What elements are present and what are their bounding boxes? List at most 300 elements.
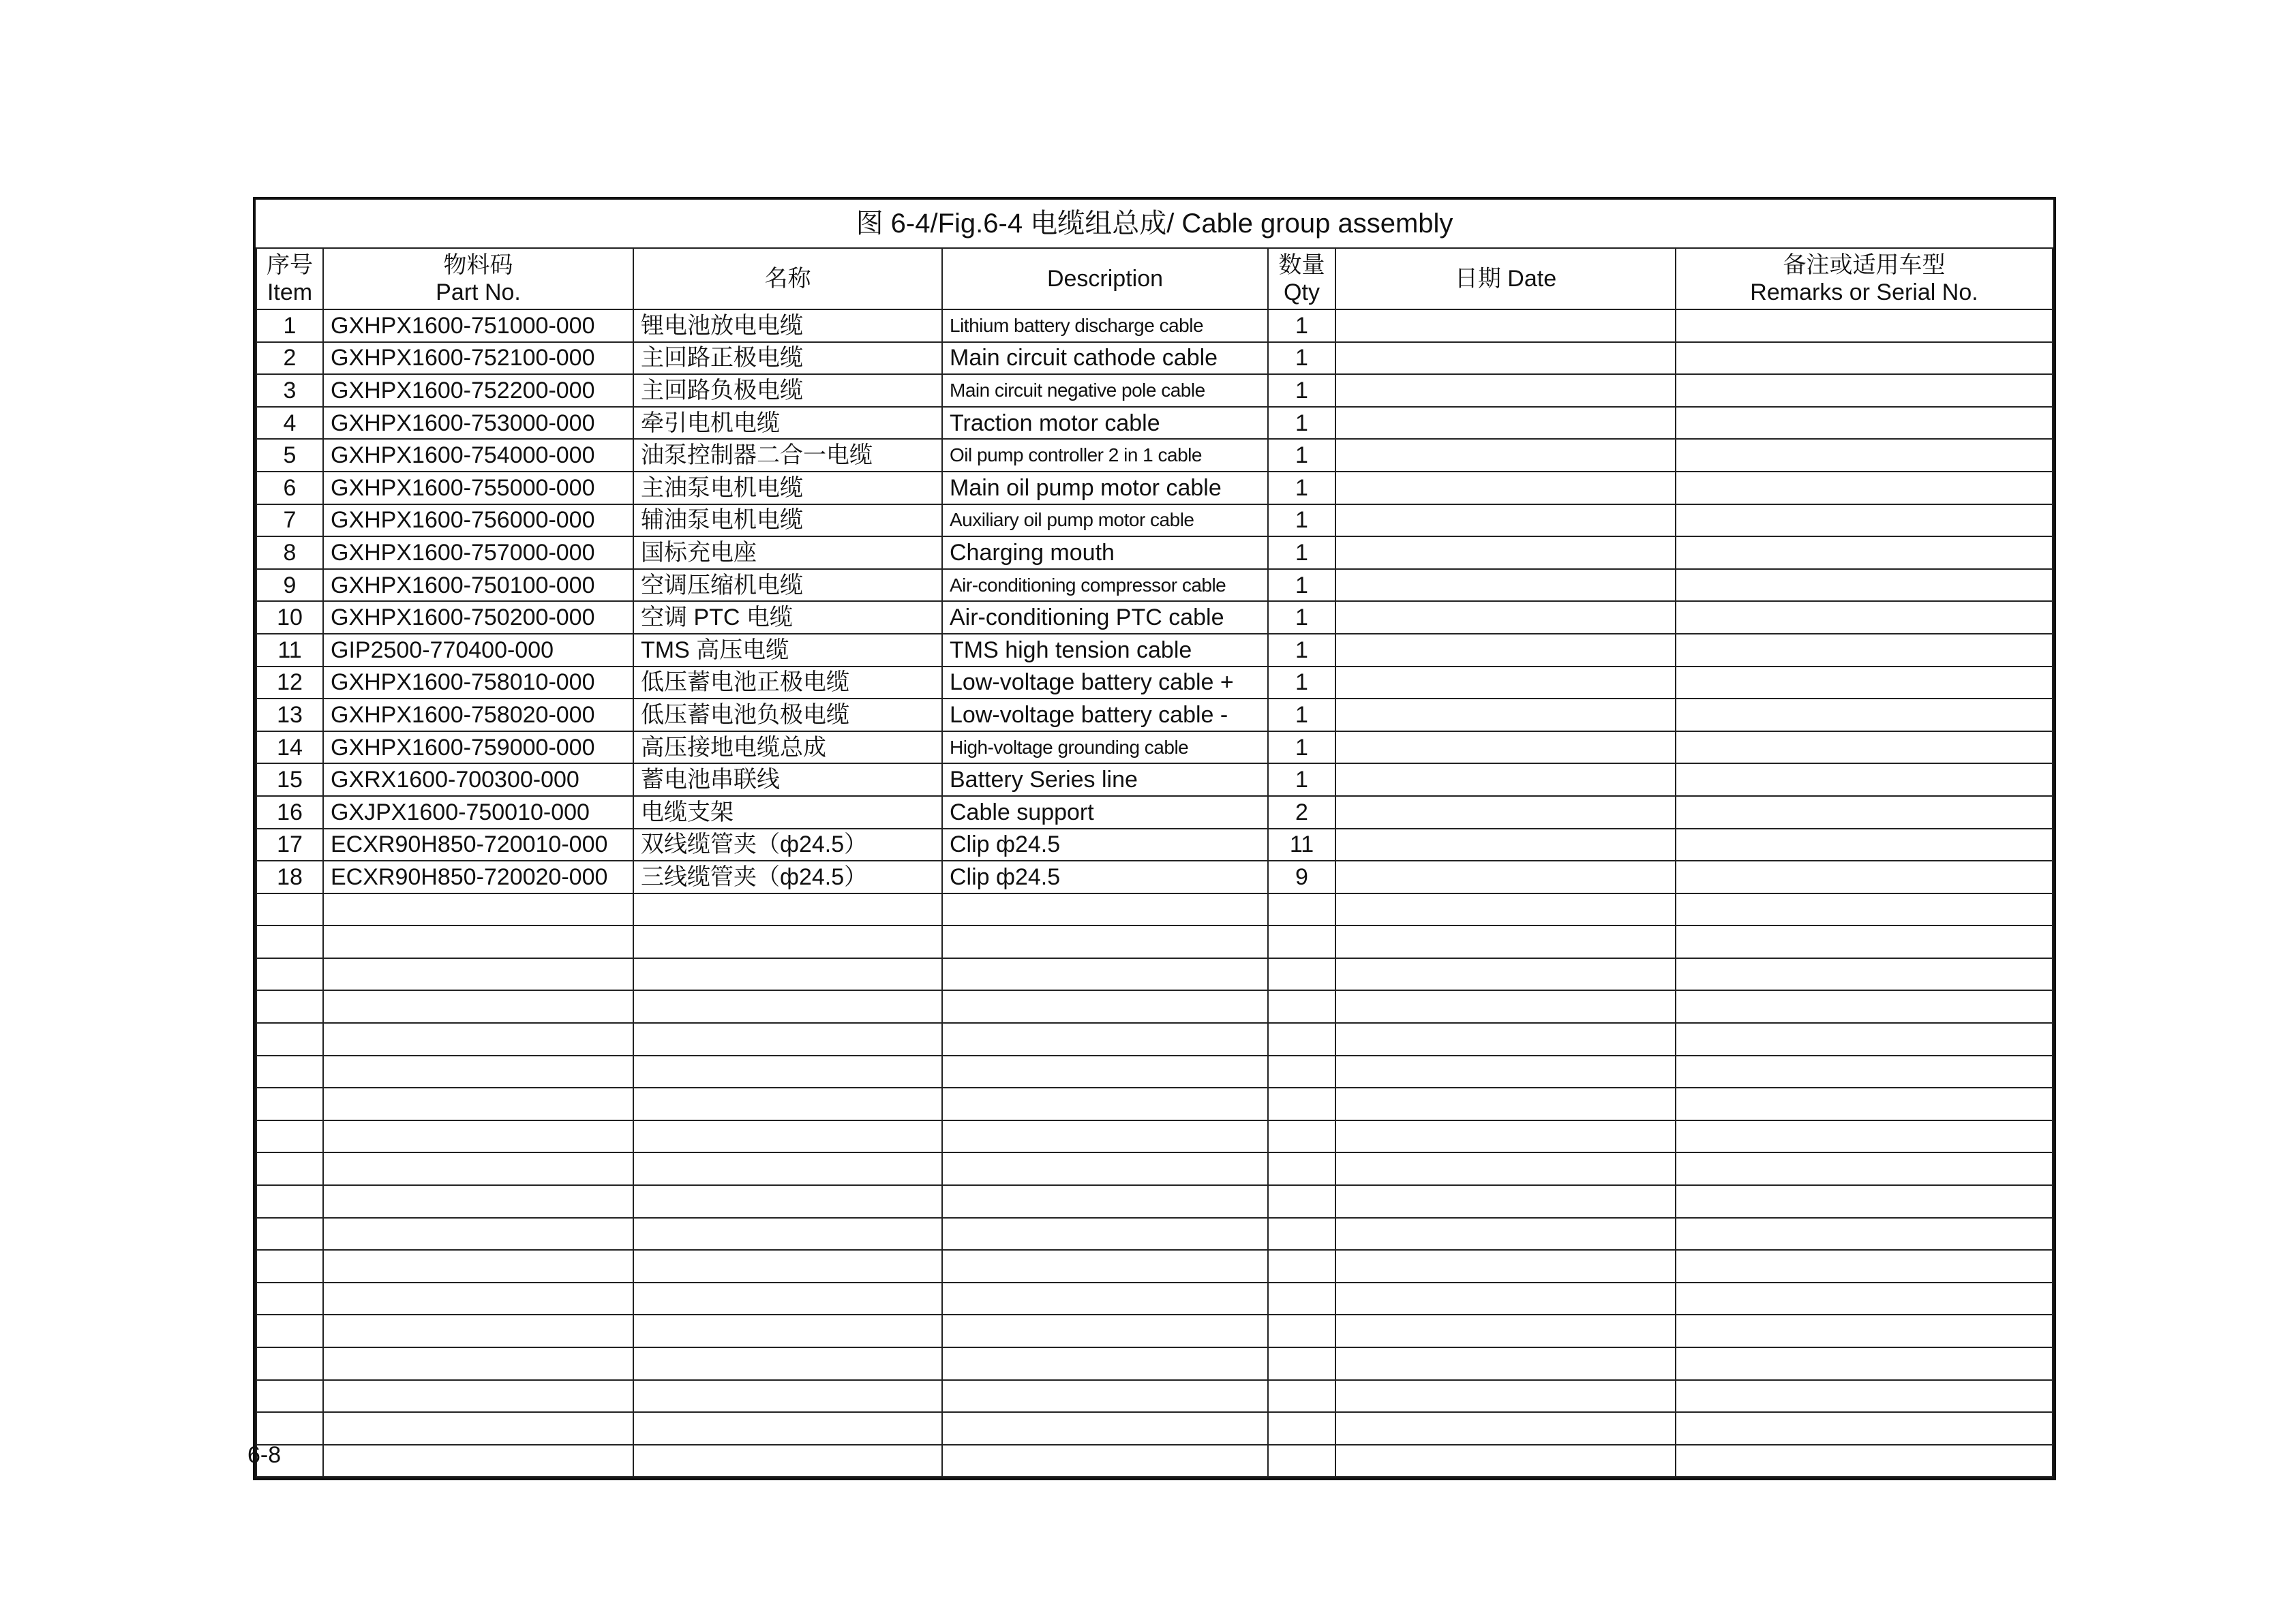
empty-cell — [323, 1023, 633, 1056]
empty-cell — [633, 1283, 942, 1315]
empty-cell — [256, 1088, 323, 1120]
empty-cell — [1268, 1120, 1335, 1153]
cell-description: High-voltage grounding cable — [942, 731, 1268, 764]
empty-cell — [633, 1120, 942, 1153]
cell-name: 主回路正极电缆 — [633, 342, 942, 375]
cell-remarks — [1676, 569, 2053, 602]
cell-description: Low-voltage battery cable + — [942, 667, 1268, 699]
cell-part-no: GXHPX1600-758010-000 — [323, 667, 633, 699]
cell-name: 空调压缩机电缆 — [633, 569, 942, 602]
cell-name: 高压接地电缆总成 — [633, 731, 942, 764]
cell-description: Battery Series line — [942, 763, 1268, 796]
empty-cell — [1676, 1152, 2053, 1185]
cell-date — [1335, 634, 1676, 667]
cell-date — [1335, 536, 1676, 569]
empty-cell — [1676, 1412, 2053, 1445]
table-row — [256, 763, 2053, 796]
cell-item: 15 — [256, 763, 323, 796]
cell-remarks — [1676, 439, 2053, 472]
empty-row — [256, 1250, 2053, 1283]
cell-qty: 1 — [1268, 667, 1335, 699]
empty-cell — [633, 1445, 942, 1478]
cell-qty: 1 — [1268, 601, 1335, 634]
table-row — [256, 861, 2053, 893]
cell-part-no: GXHPX1600-750100-000 — [323, 569, 633, 602]
cell-part-no: GXHPX1600-755000-000 — [323, 472, 633, 504]
header-item — [256, 248, 323, 309]
empty-row — [256, 1023, 2053, 1056]
cell-item: 3 — [256, 374, 323, 407]
cell-item: 6 — [256, 472, 323, 504]
empty-cell — [1335, 1347, 1676, 1380]
cell-date — [1335, 407, 1676, 440]
cell-qty: 1 — [1268, 731, 1335, 764]
empty-cell — [1268, 1088, 1335, 1120]
empty-cell — [1335, 1088, 1676, 1120]
cell-name: 辅油泵电机电缆 — [633, 504, 942, 537]
parts-table-sheet — [253, 197, 2056, 1480]
cell-item: 8 — [256, 536, 323, 569]
empty-row — [256, 1185, 2053, 1218]
empty-row — [256, 1347, 2053, 1380]
empty-cell — [1676, 925, 2053, 958]
empty-row — [256, 925, 2053, 958]
cell-item: 14 — [256, 731, 323, 764]
header-part-cn: 物料码 — [443, 252, 513, 278]
empty-cell — [942, 990, 1268, 1023]
empty-cell — [942, 958, 1268, 991]
empty-cell — [1335, 893, 1676, 926]
empty-cell — [633, 1380, 942, 1413]
empty-cell — [1335, 925, 1676, 958]
empty-cell — [256, 958, 323, 991]
table-row — [256, 829, 2053, 861]
cell-description: TMS high tension cable — [942, 634, 1268, 667]
cell-item: 16 — [256, 796, 323, 829]
cell-description: Air-conditioning PTC cable — [942, 601, 1268, 634]
cell-date — [1335, 309, 1676, 342]
page-number: 6-8 — [247, 1442, 282, 1468]
cell-qty: 1 — [1268, 634, 1335, 667]
empty-cell — [1335, 1250, 1676, 1283]
empty-cell — [1676, 1380, 2053, 1413]
cell-name: 国标充电座 — [633, 536, 942, 569]
cell-remarks — [1676, 634, 2053, 667]
cell-part-no: GXHPX1600-752100-000 — [323, 342, 633, 375]
empty-cell — [1335, 1445, 1676, 1478]
cell-name: 空调 PTC 电缆 — [633, 601, 942, 634]
cell-item: 5 — [256, 439, 323, 472]
cell-description: Oil pump controller 2 in 1 cable — [942, 439, 1268, 472]
cell-name: 油泵控制器二合一电缆 — [633, 439, 942, 472]
cell-name: 牵引电机电缆 — [633, 407, 942, 440]
empty-row — [256, 1412, 2053, 1445]
cell-date — [1335, 796, 1676, 829]
empty-cell — [633, 1152, 942, 1185]
empty-cell — [633, 1412, 942, 1445]
header-qty-cn: 数量 — [1278, 252, 1325, 278]
empty-cell — [1676, 1445, 2053, 1478]
table-title: 图 6-4/Fig.6-4 电缆组总成/ Cable group assembly — [256, 200, 2053, 248]
cell-item: 17 — [256, 829, 323, 861]
empty-row — [256, 958, 2053, 991]
empty-cell — [323, 925, 633, 958]
cell-description: Main circuit negative pole cable — [942, 374, 1268, 407]
empty-cell — [942, 1445, 1268, 1478]
empty-cell — [1268, 1283, 1335, 1315]
header-description: Description — [942, 248, 1268, 309]
empty-cell — [1676, 1283, 2053, 1315]
empty-cell — [942, 1185, 1268, 1218]
empty-row — [256, 1152, 2053, 1185]
empty-cell — [633, 1185, 942, 1218]
table-row — [256, 667, 2053, 699]
empty-cell — [633, 958, 942, 991]
cell-item: 12 — [256, 667, 323, 699]
empty-cell — [1268, 1056, 1335, 1088]
empty-cell — [1268, 893, 1335, 926]
empty-cell — [256, 1250, 323, 1283]
empty-row — [256, 1283, 2053, 1315]
cell-name: 锂电池放电电缆 — [633, 309, 942, 342]
cell-remarks — [1676, 504, 2053, 537]
empty-cell — [323, 990, 633, 1023]
cell-description: Charging mouth — [942, 536, 1268, 569]
empty-cell — [256, 925, 323, 958]
empty-cell — [256, 1412, 323, 1445]
cell-date — [1335, 342, 1676, 375]
empty-cell — [633, 893, 942, 926]
empty-cell — [323, 1445, 633, 1478]
cell-qty: 1 — [1268, 342, 1335, 375]
cell-name: 蓄电池串联线 — [633, 763, 942, 796]
empty-cell — [942, 1152, 1268, 1185]
empty-cell — [633, 1023, 942, 1056]
cell-remarks — [1676, 667, 2053, 699]
empty-row — [256, 1120, 2053, 1153]
empty-cell — [1676, 1185, 2053, 1218]
empty-cell — [942, 1347, 1268, 1380]
empty-cell — [323, 893, 633, 926]
empty-cell — [323, 958, 633, 991]
table-row — [256, 374, 2053, 407]
cell-date — [1335, 763, 1676, 796]
empty-cell — [1335, 1412, 1676, 1445]
cell-name: 电缆支架 — [633, 796, 942, 829]
cell-description: Low-voltage battery cable - — [942, 699, 1268, 731]
table-row — [256, 504, 2053, 537]
cell-part-no: GXHPX1600-756000-000 — [323, 504, 633, 537]
empty-cell — [942, 925, 1268, 958]
empty-cell — [323, 1056, 633, 1088]
cell-description: Main circuit cathode cable — [942, 342, 1268, 375]
cell-date — [1335, 861, 1676, 893]
empty-cell — [1268, 1218, 1335, 1251]
empty-cell — [323, 1250, 633, 1283]
empty-cell — [256, 1152, 323, 1185]
cell-part-no: ECXR90H850-720010-000 — [323, 829, 633, 861]
header-part — [323, 248, 633, 309]
cell-qty: 1 — [1268, 504, 1335, 537]
cell-remarks — [1676, 731, 2053, 764]
empty-cell — [942, 1283, 1268, 1315]
cell-remarks — [1676, 796, 2053, 829]
header-remarks — [1676, 248, 2053, 309]
cell-part-no: GXHPX1600-754000-000 — [323, 439, 633, 472]
cell-date — [1335, 504, 1676, 537]
empty-cell — [323, 1120, 633, 1153]
empty-cell — [323, 1152, 633, 1185]
empty-cell — [323, 1412, 633, 1445]
empty-cell — [256, 1347, 323, 1380]
cell-remarks — [1676, 829, 2053, 861]
cell-part-no: GXHPX1600-758020-000 — [323, 699, 633, 731]
cell-qty: 1 — [1268, 699, 1335, 731]
cell-remarks — [1676, 601, 2053, 634]
cell-part-no: ECXR90H850-720020-000 — [323, 861, 633, 893]
empty-cell — [633, 1347, 942, 1380]
empty-cell — [1676, 1023, 2053, 1056]
cell-item: 13 — [256, 699, 323, 731]
empty-cell — [256, 1283, 323, 1315]
table-row — [256, 407, 2053, 440]
empty-cell — [1268, 1152, 1335, 1185]
cell-part-no: GXHPX1600-759000-000 — [323, 731, 633, 764]
cell-part-no: GXRX1600-700300-000 — [323, 763, 633, 796]
cell-qty: 1 — [1268, 374, 1335, 407]
parts-table — [256, 200, 2053, 1478]
empty-cell — [256, 1218, 323, 1251]
cell-qty: 1 — [1268, 407, 1335, 440]
empty-cell — [942, 1056, 1268, 1088]
cell-part-no: GXHPX1600-752200-000 — [323, 374, 633, 407]
empty-cell — [1335, 1185, 1676, 1218]
cell-name: 主回路负极电缆 — [633, 374, 942, 407]
cell-item: 7 — [256, 504, 323, 537]
empty-cell — [1335, 1152, 1676, 1185]
cell-remarks — [1676, 342, 2053, 375]
empty-row — [256, 1315, 2053, 1347]
header-row — [256, 248, 2053, 309]
cell-date — [1335, 601, 1676, 634]
empty-cell — [1268, 925, 1335, 958]
empty-cell — [1335, 1380, 1676, 1413]
empty-cell — [323, 1185, 633, 1218]
cell-name: 双线缆管夹（ф24.5） — [633, 829, 942, 861]
table-row — [256, 342, 2053, 375]
empty-cell — [1676, 1088, 2053, 1120]
empty-row — [256, 990, 2053, 1023]
cell-date — [1335, 569, 1676, 602]
header-qty-en: Qty — [1284, 279, 1320, 305]
empty-cell — [942, 1315, 1268, 1347]
table-row — [256, 536, 2053, 569]
empty-cell — [942, 1218, 1268, 1251]
cell-remarks — [1676, 536, 2053, 569]
cell-name: 三线缆管夹（ф24.5） — [633, 861, 942, 893]
cell-item: 18 — [256, 861, 323, 893]
cell-item: 2 — [256, 342, 323, 375]
cell-description: Lithium battery discharge cable — [942, 309, 1268, 342]
empty-cell — [1268, 1347, 1335, 1380]
cell-name: 主油泵电机电缆 — [633, 472, 942, 504]
empty-cell — [942, 1120, 1268, 1153]
empty-cell — [1268, 1185, 1335, 1218]
cell-qty: 9 — [1268, 861, 1335, 893]
empty-cell — [256, 893, 323, 926]
cell-part-no: GXHPX1600-757000-000 — [323, 536, 633, 569]
empty-cell — [1335, 1023, 1676, 1056]
header-name: 名称 — [633, 248, 942, 309]
empty-cell — [323, 1347, 633, 1380]
empty-cell — [1676, 1056, 2053, 1088]
empty-cell — [633, 1088, 942, 1120]
empty-row — [256, 1218, 2053, 1251]
header-part-en: Part No. — [436, 279, 521, 305]
empty-cell — [256, 990, 323, 1023]
empty-cell — [323, 1315, 633, 1347]
empty-cell — [942, 1088, 1268, 1120]
cell-description: Clip ф24.5 — [942, 861, 1268, 893]
empty-cell — [1268, 990, 1335, 1023]
empty-cell — [1335, 990, 1676, 1023]
empty-cell — [1335, 1218, 1676, 1251]
cell-date — [1335, 731, 1676, 764]
empty-cell — [1335, 1283, 1676, 1315]
cell-item: 4 — [256, 407, 323, 440]
cell-description: Traction motor cable — [942, 407, 1268, 440]
empty-cell — [1335, 1056, 1676, 1088]
empty-cell — [1335, 1120, 1676, 1153]
header-remarks-en: Remarks or Serial No. — [1750, 279, 1978, 305]
empty-cell — [256, 1023, 323, 1056]
empty-cell — [633, 1250, 942, 1283]
empty-cell — [256, 1380, 323, 1413]
table-row — [256, 601, 2053, 634]
cell-qty: 1 — [1268, 439, 1335, 472]
cell-date — [1335, 439, 1676, 472]
table-row — [256, 472, 2053, 504]
cell-description: Air-conditioning compressor cable — [942, 569, 1268, 602]
empty-cell — [942, 1412, 1268, 1445]
empty-cell — [256, 1120, 323, 1153]
empty-cell — [1676, 1250, 2053, 1283]
cell-date — [1335, 829, 1676, 861]
cell-part-no: GXHPX1600-751000-000 — [323, 309, 633, 342]
empty-cell — [1268, 1250, 1335, 1283]
empty-cell — [323, 1218, 633, 1251]
empty-cell — [633, 1218, 942, 1251]
cell-part-no: GXHPX1600-753000-000 — [323, 407, 633, 440]
empty-cell — [256, 1315, 323, 1347]
empty-cell — [1268, 1315, 1335, 1347]
empty-cell — [1676, 958, 2053, 991]
table-row — [256, 569, 2053, 602]
table-row — [256, 439, 2053, 472]
empty-cell — [1676, 1347, 2053, 1380]
cell-date — [1335, 667, 1676, 699]
empty-row — [256, 1380, 2053, 1413]
empty-cell — [633, 1315, 942, 1347]
cell-date — [1335, 472, 1676, 504]
cell-item: 11 — [256, 634, 323, 667]
cell-remarks — [1676, 699, 2053, 731]
empty-row — [256, 893, 2053, 926]
cell-description: Main oil pump motor cable — [942, 472, 1268, 504]
cell-qty: 1 — [1268, 472, 1335, 504]
empty-cell — [1676, 990, 2053, 1023]
cell-remarks — [1676, 861, 2053, 893]
empty-row — [256, 1445, 2053, 1478]
cell-remarks — [1676, 374, 2053, 407]
empty-row — [256, 1056, 2053, 1088]
cell-remarks — [1676, 472, 2053, 504]
empty-cell — [1268, 1445, 1335, 1478]
empty-cell — [1676, 1218, 2053, 1251]
header-item-cn: 序号 — [267, 252, 313, 278]
cell-qty: 1 — [1268, 763, 1335, 796]
empty-cell — [1335, 1315, 1676, 1347]
cell-item: 1 — [256, 309, 323, 342]
empty-cell — [323, 1088, 633, 1120]
empty-cell — [1676, 1120, 2053, 1153]
cell-item: 9 — [256, 569, 323, 602]
empty-cell — [1676, 1315, 2053, 1347]
header-remarks-cn: 备注或适用车型 — [1783, 252, 1946, 278]
header-date: 日期 Date — [1335, 248, 1676, 309]
empty-cell — [942, 1023, 1268, 1056]
empty-cell — [1676, 893, 2053, 926]
empty-cell — [323, 1283, 633, 1315]
cell-name: TMS 高压电缆 — [633, 634, 942, 667]
empty-cell — [1335, 958, 1676, 991]
header-item-en: Item — [267, 279, 313, 305]
empty-cell — [1268, 1023, 1335, 1056]
cell-qty: 11 — [1268, 829, 1335, 861]
table-row — [256, 699, 2053, 731]
cell-date — [1335, 699, 1676, 731]
cell-remarks — [1676, 407, 2053, 440]
cell-description: Auxiliary oil pump motor cable — [942, 504, 1268, 537]
header-qty — [1268, 248, 1335, 309]
cell-description: Cable support — [942, 796, 1268, 829]
table-row — [256, 731, 2053, 764]
empty-cell — [323, 1380, 633, 1413]
empty-cell — [633, 990, 942, 1023]
cell-name: 低压蓄电池正极电缆 — [633, 667, 942, 699]
cell-remarks — [1676, 309, 2053, 342]
cell-qty: 2 — [1268, 796, 1335, 829]
table-row — [256, 634, 2053, 667]
cell-date — [1335, 374, 1676, 407]
empty-cell — [256, 1056, 323, 1088]
cell-part-no: GIP2500-770400-000 — [323, 634, 633, 667]
empty-cell — [942, 893, 1268, 926]
cell-part-no: GXHPX1600-750200-000 — [323, 601, 633, 634]
cell-part-no: GXJPX1600-750010-000 — [323, 796, 633, 829]
table-row — [256, 309, 2053, 342]
empty-cell — [256, 1185, 323, 1218]
cell-qty: 1 — [1268, 569, 1335, 602]
cell-remarks — [1676, 763, 2053, 796]
cell-description: Clip ф24.5 — [942, 829, 1268, 861]
cell-item: 10 — [256, 601, 323, 634]
empty-cell — [1268, 1380, 1335, 1413]
cell-name: 低压蓄电池负极电缆 — [633, 699, 942, 731]
empty-cell — [1268, 1412, 1335, 1445]
cell-qty: 1 — [1268, 309, 1335, 342]
table-row — [256, 796, 2053, 829]
